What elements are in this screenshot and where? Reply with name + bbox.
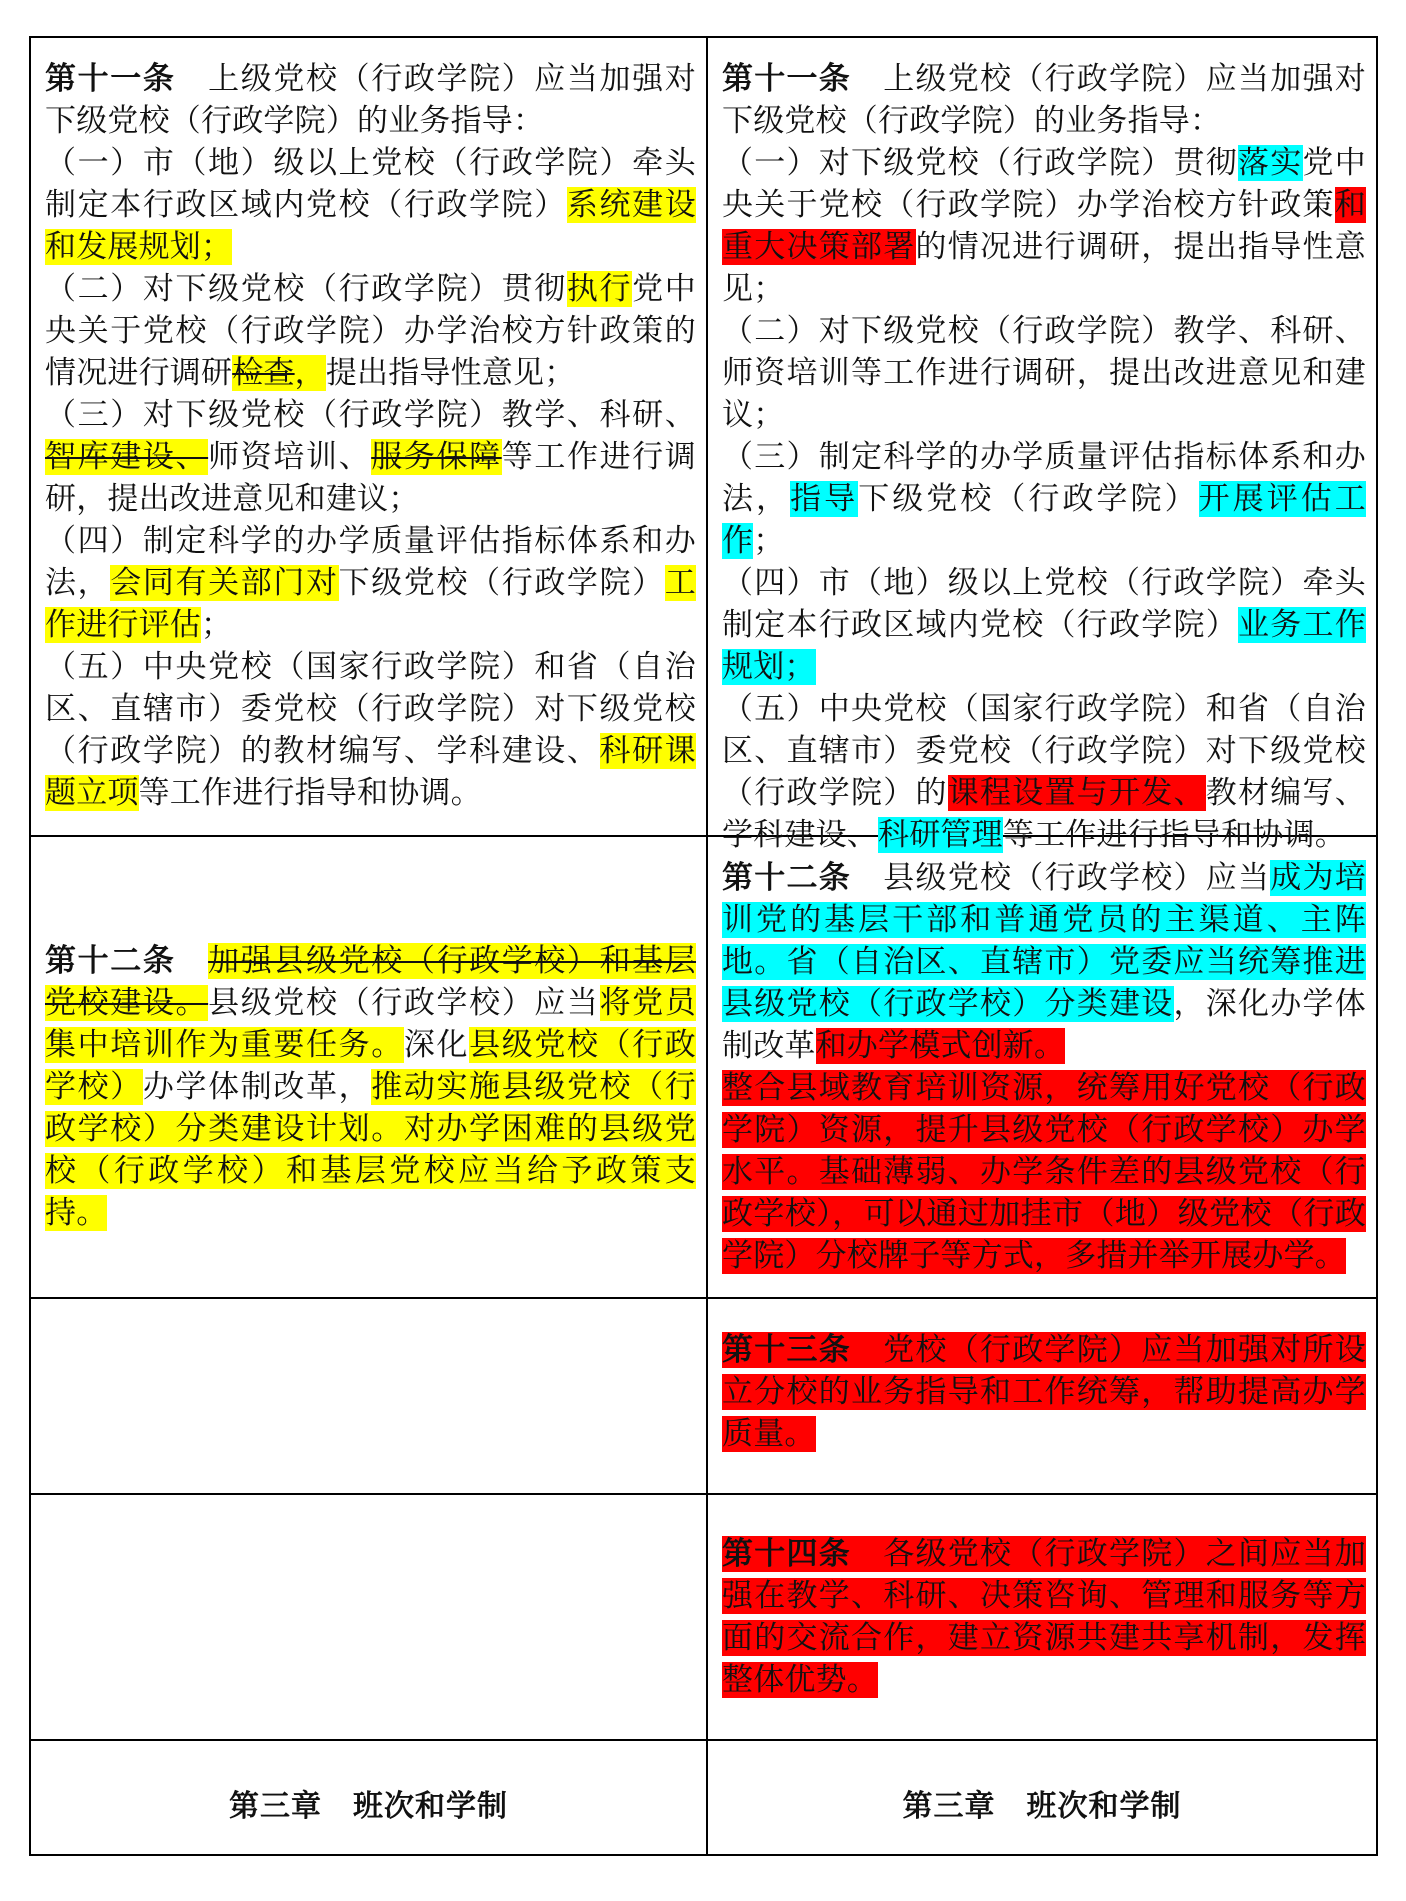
text-run: 上级党校（行政学院）应当加强对下级党校（行政学院）的业务指导： xyxy=(722,61,1366,139)
highlighted-text: 落实 xyxy=(1238,145,1303,181)
text-run: （三）制定科学的办学质量评估指标体系和办法， xyxy=(722,439,1366,517)
text-run: 深化 xyxy=(403,1027,470,1063)
text-run: 等工作进行指导和协调。 xyxy=(1002,817,1347,853)
highlighted-text: 执行 xyxy=(566,271,633,307)
old-text-cell-empty xyxy=(31,1495,708,1739)
text-run: 县级党校（行政学校）应当 xyxy=(851,860,1271,896)
old-chapter-cell xyxy=(31,1741,708,1854)
article-11-new xyxy=(722,58,1366,856)
table-row xyxy=(31,1495,1376,1741)
article-number: 第十二条 xyxy=(722,860,852,896)
comparison-table xyxy=(29,36,1378,1856)
highlighted-text: 指导 xyxy=(790,481,859,517)
table-row xyxy=(31,1299,1376,1495)
text-run: （二）对下级党校（行政学院）教学、科研、师资培训等工作进行调研，提出改进意见和建议； xyxy=(722,313,1366,433)
text-run: 的情况进行调研，提出指导性意见； xyxy=(722,229,1366,307)
article-11-old xyxy=(45,58,696,814)
old-text-cell-empty xyxy=(31,1299,708,1493)
text-run xyxy=(175,943,208,979)
text-run: 师资培训、 xyxy=(208,439,372,475)
highlighted-text: 党校（行政学院）应当加强对所设立分校的业务指导和工作统筹，帮助提高办学质量。 xyxy=(722,1332,1366,1452)
new-text-cell xyxy=(708,38,1376,853)
highlighted-text: 将党员集中培训作为重要任务。 xyxy=(45,985,697,1063)
chapter-heading-old: 第三章 班次和学制 xyxy=(229,1789,508,1824)
highlighted-text: 加强县级党校（行政学校）和基层党校建设。 xyxy=(45,943,696,1021)
text-run: （三）对下级党校（行政学院）教学、科研、 xyxy=(45,397,696,433)
text-run: 党中央关于党校（行政学院）办学治校方针政策的情况进行调研 xyxy=(45,271,696,391)
highlighted-text: 科研课题立项 xyxy=(45,733,696,811)
highlighted-text: 会同有关部门对 xyxy=(110,565,339,601)
highlighted-text: 推动实施县级党校（行政学校）分类建设计划。对办学困难的县级党校（行政学校）和基层党校应当给予政策支持。 xyxy=(45,1069,696,1231)
highlighted-text: 服务保障 xyxy=(371,439,502,475)
article-number: 第十二条 xyxy=(45,943,176,979)
text-run: 提出指导性意见； xyxy=(325,355,576,391)
highlighted-text: 和办学模式创新。 xyxy=(815,1028,1066,1064)
article-12-new xyxy=(722,857,1366,1277)
text-run: ； xyxy=(753,523,785,559)
new-text-cell xyxy=(708,1495,1376,1739)
text-run: （一）对下级党校（行政学院）贯彻 xyxy=(722,145,1239,181)
article-number: 第十一条 xyxy=(722,61,852,97)
text-run: 下级党校（行政学院） xyxy=(858,481,1199,517)
text-run: 等工作进行调研，提出改进意见和建议； xyxy=(45,439,697,517)
table-row xyxy=(31,1741,1376,1854)
text-run: 县级党校（行政学校）应当 xyxy=(208,985,600,1021)
text-run: 党中央关于党校（行政学院）办学治校方针政策 xyxy=(722,145,1366,223)
text-run: ，深化办学体制改革 xyxy=(722,986,1366,1064)
text-run: （五）中央党校（国家行政学院）和省（自治区、直辖市）委党校（行政学院）对下级党校（行政学院）的教材编写、学科建设、 xyxy=(45,649,696,769)
highlighted-text: ， xyxy=(294,355,326,391)
text-run: 教材编写、学科建设、 xyxy=(722,775,1366,853)
article-number: 第十四条 xyxy=(722,1536,852,1572)
highlighted-text: 系统建设和发展规划； xyxy=(45,187,696,265)
text-run: （四）制定科学的办学质量评估指标体系和办法， xyxy=(45,523,696,601)
article-14-new xyxy=(722,1533,1366,1701)
text-run: （五）中央党校（国家行政学院）和省（自治区、直辖市）委党校（行政学院）对下级党校（行政学院）的 xyxy=(722,691,1366,811)
old-text-cell xyxy=(31,837,708,1297)
text-run: （四）市（地）级以上党校（行政学院）牵头制定本行政区域内党校（行政学院） xyxy=(722,565,1366,643)
text-run: 上级党校（行政学院）应当加强对下级党校（行政学院）的业务指导： xyxy=(45,61,696,139)
highlighted-text: 县级党校（行政学校） xyxy=(45,1027,696,1105)
text-run: 下级党校（行政学院） xyxy=(338,565,665,601)
highlighted-text: 智库建设、 xyxy=(45,439,209,475)
text-run: 办学体制改革， xyxy=(142,1069,372,1105)
new-text-cell xyxy=(708,1299,1376,1493)
new-text-cell xyxy=(708,837,1376,1297)
highlighted-text: 各级党校（行政学院）之间应当加强在教学、科研、决策咨询、管理和服务等方面的交流合作，建立资源共建共享机制，发挥整体优势。 xyxy=(722,1536,1366,1698)
highlighted-text: 科研管理 xyxy=(878,817,1003,853)
old-text-cell xyxy=(31,38,708,835)
table-row xyxy=(31,38,1376,853)
text-run: （二）对下级党校（行政学院）贯彻 xyxy=(45,271,567,307)
new-chapter-cell xyxy=(708,1741,1376,1854)
text-run: ； xyxy=(201,607,233,643)
highlighted-text: 成为培训党的基层干部和普通党员的主渠道、主阵地。省（自治区、直辖市）党委应当统筹推进县级党校（行政学校）分类建设 xyxy=(722,860,1366,1022)
highlighted-text: 整合县域教育培训资源，统筹用好党校（行政学院）资源，提升县级党校（行政学校）办学水平。基础薄弱、办学条件差的县级党校（行政学校），可以通过加挂市（地）级党校（行政学院）分校牌子等方式，多措并举开展办学。 xyxy=(722,1070,1366,1274)
article-number: 第十一条 xyxy=(45,61,176,97)
highlighted-text: 业务工作规划； xyxy=(722,607,1366,685)
highlighted-text: 检查 xyxy=(232,355,295,391)
chapter-heading-new: 第三章 班次和学制 xyxy=(902,1789,1182,1824)
article-number: 第十三条 xyxy=(722,1332,852,1368)
article-13-new xyxy=(722,1329,1366,1455)
highlighted-text: 课程设置与开发、 xyxy=(947,775,1206,811)
highlighted-text: 开展评估工作 xyxy=(722,481,1366,559)
highlighted-text: 工作进行评估 xyxy=(45,565,696,643)
highlighted-text: 和重大决策部署 xyxy=(722,187,1366,265)
article-12-old xyxy=(45,940,696,1234)
text-run: （一）市（地）级以上党校（行政学院）牵头制定本行政区域内党校（行政学院） xyxy=(45,145,696,223)
table-row xyxy=(31,837,1376,1299)
text-run: 等工作进行指导和协调。 xyxy=(138,775,482,811)
